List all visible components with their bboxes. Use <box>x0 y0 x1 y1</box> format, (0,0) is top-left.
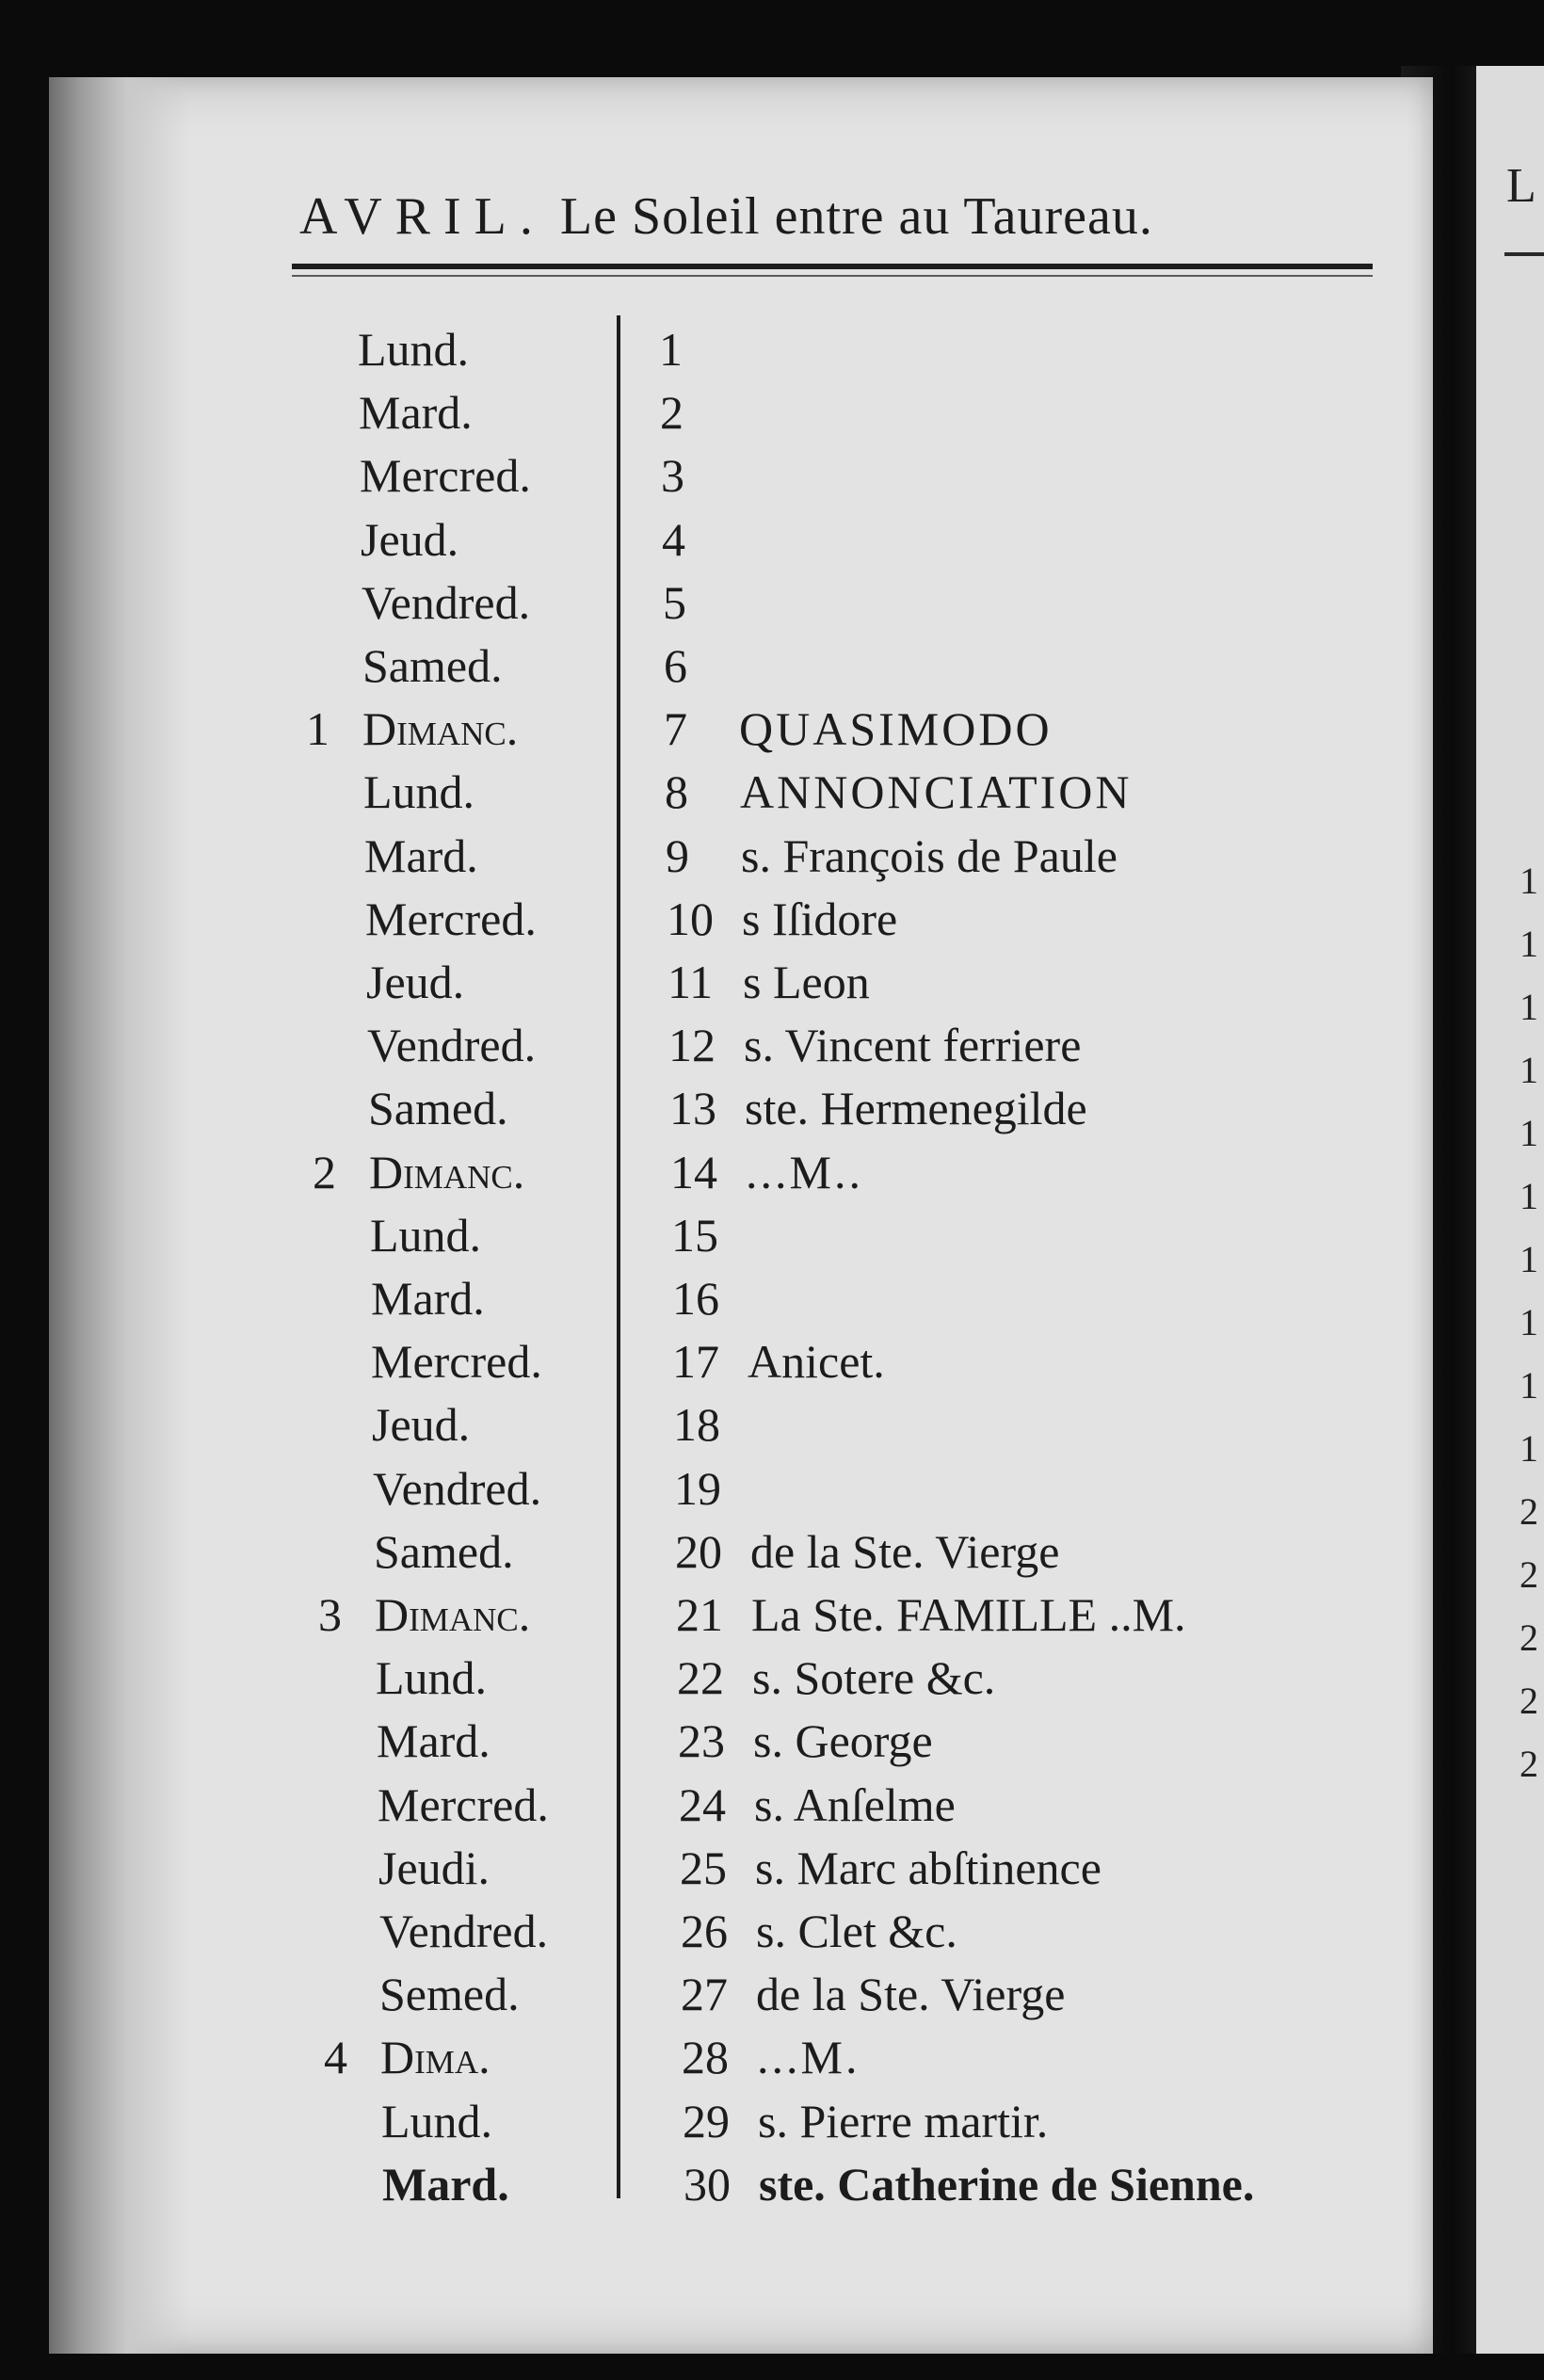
calendar-row <box>0 1457 1412 1520</box>
adjacent-numeral: 1 <box>1520 923 1538 965</box>
calendar-row <box>0 1774 1412 1836</box>
calendar-row <box>0 1204 1412 1266</box>
day-number: 11 <box>667 956 714 1008</box>
calendar-row <box>0 825 1412 887</box>
weekday: Semed. <box>379 1968 520 2021</box>
weekday: Dima. <box>380 2031 491 2084</box>
day-number: 6 <box>664 639 687 692</box>
calendar-row <box>0 1267 1412 1329</box>
weekday: Mercred. <box>365 892 537 945</box>
weekday: Dimanc. <box>369 1145 525 1198</box>
day-number: 27 <box>681 1968 728 2021</box>
weekday: Samed. <box>374 1524 514 1578</box>
adjacent-numeral: 1 <box>1520 1112 1538 1154</box>
feast-note: s Iſidore <box>742 892 898 945</box>
day-number: 17 <box>672 1335 719 1389</box>
zodiac-subtitle: Le Soleil entre au Taureau. <box>559 187 1153 246</box>
day-number: 16 <box>672 1272 719 1325</box>
weekday: Mercred. <box>371 1335 542 1389</box>
day-number: 9 <box>666 828 689 882</box>
feast-note: s. Pierre martir. <box>758 2094 1049 2147</box>
adjacent-numeral: 2 <box>1520 1490 1538 1533</box>
weekday: Vendred. <box>373 1461 542 1515</box>
feast-note: ...M. <box>757 2031 860 2084</box>
adjacent-numeral: 1 <box>1520 1175 1538 1217</box>
weekday: Jeud. <box>361 512 459 566</box>
calendar-row <box>0 698 1412 760</box>
day-number: 28 <box>682 2031 729 2084</box>
weekday: Mard. <box>377 1714 491 1768</box>
calendar-row <box>0 1393 1412 1455</box>
week-number: 1 <box>306 702 330 756</box>
day-number: 2 <box>660 386 684 440</box>
calendar-row <box>0 571 1412 634</box>
week-number: 2 <box>313 1145 336 1198</box>
calendar-row <box>0 1014 1412 1076</box>
adjacent-numeral: 2 <box>1520 1743 1538 1785</box>
feast-note: de la Ste. Vierge <box>756 1968 1066 2021</box>
day-number: 5 <box>663 575 686 629</box>
calendar-row <box>0 1710 1412 1772</box>
calendar-row <box>0 1900 1412 1962</box>
day-number: 22 <box>677 1651 724 1705</box>
feast-note: s. Clet &c. <box>756 1905 957 1957</box>
day-number: 25 <box>680 1841 727 1894</box>
weekday: Dimanc. <box>375 1588 531 1641</box>
weekday: Vendred. <box>379 1905 549 1957</box>
weekday: Dimanc. <box>362 702 519 756</box>
adjacent-numeral: 1 <box>1520 1427 1538 1470</box>
calendar-row <box>0 1837 1412 1899</box>
day-number: 14 <box>670 1145 717 1198</box>
adjacent-numeral: 1 <box>1520 1364 1538 1407</box>
weekday: Mard. <box>382 2157 509 2211</box>
adjacent-page-header: L <box>1506 159 1536 213</box>
adjacent-numeral: 1 <box>1520 860 1538 902</box>
feast-note: QUASIMODO <box>739 702 1053 756</box>
feast-note: La Ste. FAMILLE ..M. <box>751 1588 1186 1641</box>
adjacent-numeral: 1 <box>1520 1049 1538 1091</box>
calendar-row <box>0 951 1412 1013</box>
feast-note: ste. Hermenegilde <box>745 1082 1087 1135</box>
weekday: Mard. <box>359 386 473 440</box>
weekday: Jeud. <box>366 956 465 1008</box>
calendar-row <box>0 1330 1412 1392</box>
calendar-row <box>0 1963 1412 2025</box>
adjacent-page-rule <box>1504 252 1544 256</box>
day-number: 1 <box>659 323 683 376</box>
weekday: Vendred. <box>367 1019 537 1072</box>
calendar-row <box>0 1647 1412 1709</box>
calendar-row <box>0 381 1412 443</box>
feast-note: de la Ste. Vierge <box>750 1524 1060 1578</box>
feast-note: Anicet. <box>748 1335 885 1389</box>
feast-note: s. François de Paule <box>741 828 1118 882</box>
day-number: 21 <box>676 1588 723 1641</box>
calendar-row <box>0 2090 1412 2152</box>
day-number: 12 <box>668 1019 716 1072</box>
feast-note: s. Marc abſtinence <box>755 1841 1102 1894</box>
weekday: Lund. <box>363 765 475 819</box>
weekday: Lund. <box>370 1208 482 1262</box>
week-number: 4 <box>324 2031 347 2084</box>
calendar-row <box>0 1077 1412 1139</box>
day-number: 8 <box>665 765 688 819</box>
calendar-row <box>0 2153 1412 2215</box>
calendar-row <box>0 508 1412 571</box>
feast-note: s. George <box>753 1714 933 1768</box>
day-number: 26 <box>681 1905 728 1957</box>
week-number: 3 <box>318 1588 342 1641</box>
weekday: Lund. <box>376 1651 488 1705</box>
feast-note: s. Sotere &c. <box>752 1651 996 1705</box>
adjacent-numeral: 2 <box>1520 1553 1538 1596</box>
weekday: Jeud. <box>372 1398 471 1452</box>
weekday: Mard. <box>371 1272 485 1325</box>
month-title: AVRIL. <box>299 187 546 246</box>
adjacent-numeral: 1 <box>1520 986 1538 1028</box>
feast-note: ste. Catherine de Sienne. <box>759 2157 1255 2211</box>
calendar-row <box>0 761 1412 823</box>
adjacent-numeral: 1 <box>1520 1301 1538 1343</box>
day-number: 10 <box>667 892 714 945</box>
calendar-row <box>0 1141 1412 1203</box>
calendar-row <box>0 888 1412 950</box>
day-number: 24 <box>679 1777 726 1831</box>
header-rule <box>292 264 1373 269</box>
header-rule-thin <box>292 275 1373 277</box>
weekday: Samed. <box>362 639 503 692</box>
weekday: Mercred. <box>360 449 531 503</box>
day-number: 30 <box>684 2157 731 2211</box>
page-header <box>299 186 1153 247</box>
feast-note: s Leon <box>743 956 870 1008</box>
weekday: Mercred. <box>378 1777 549 1831</box>
feast-note: ...M.. <box>746 1145 863 1198</box>
feast-note: ANNONCIATION <box>740 765 1133 819</box>
weekday: Samed. <box>368 1082 508 1135</box>
calendar-row <box>0 1520 1412 1583</box>
calendar-row <box>0 318 1412 380</box>
adjacent-numeral: 1 <box>1520 1238 1538 1280</box>
adjacent-numeral: 2 <box>1520 1680 1538 1722</box>
day-number: 13 <box>669 1082 716 1135</box>
day-number: 4 <box>662 512 685 566</box>
day-number: 29 <box>683 2094 730 2147</box>
calendar-row <box>0 635 1412 697</box>
day-number: 23 <box>678 1714 725 1768</box>
weekday: Jeudi. <box>378 1841 491 1894</box>
calendar-row <box>0 444 1412 507</box>
day-number: 3 <box>661 449 684 503</box>
weekday: Mard. <box>364 828 478 882</box>
weekday: Vendred. <box>362 575 531 629</box>
day-number: 18 <box>673 1398 720 1452</box>
calendar-row <box>0 2026 1412 2088</box>
feast-note: s. Anſelme <box>754 1777 956 1831</box>
day-number: 7 <box>664 702 687 756</box>
weekday: Lund. <box>358 323 470 376</box>
weekday: Lund. <box>381 2094 493 2147</box>
day-number: 20 <box>675 1524 722 1578</box>
day-number: 19 <box>674 1461 721 1515</box>
calendar-row <box>0 1584 1412 1646</box>
feast-note: s. Vincent ferriere <box>744 1019 1082 1072</box>
day-number: 15 <box>671 1208 718 1262</box>
adjacent-numeral: 2 <box>1520 1616 1538 1659</box>
